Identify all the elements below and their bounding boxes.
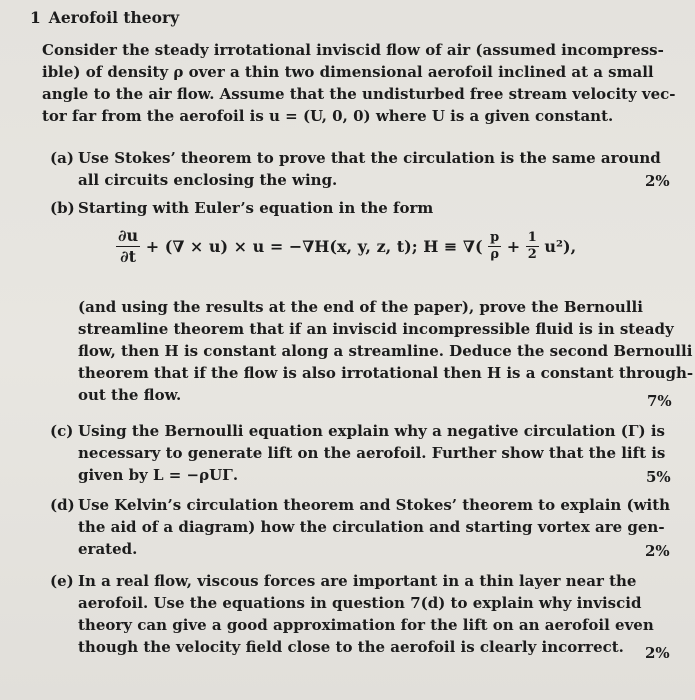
part-line: flow, then H is constant along a streamline. Deduce the second Bernoulli — [78, 342, 693, 360]
part-label: (e) — [50, 572, 74, 590]
euler-equation — [116, 226, 636, 278]
intro-paragraph — [42, 39, 676, 127]
question-heading — [30, 8, 179, 27]
question-number: 1 — [30, 8, 41, 27]
marks-a: 2% — [645, 172, 670, 190]
intro-line: tor far from the aerofoil is u = (U, 0, 0) where U is a given constant. — [42, 107, 614, 125]
part-line: though the velocity field close to the aerofoil is clearly incorrect. — [78, 638, 624, 656]
part-line: In a real flow, viscous forces are important in a thin layer near the — [78, 572, 637, 590]
equation-tail: u²), — [544, 237, 577, 256]
part-label: (c) — [50, 422, 74, 440]
intro-line: angle to the air flow. Assume that the undisturbed free stream velocity vec- — [42, 85, 676, 103]
marks-e: 2% — [645, 644, 670, 662]
question-title: Aerofoil theory — [48, 8, 180, 27]
part-line: theory can give a good approximation for the lift on an aerofoil even — [78, 616, 654, 634]
fraction-denominator: 2 — [527, 247, 537, 262]
part-line: out the flow. — [78, 386, 182, 404]
intro-line: Consider the steady irrotational inviscid flow of air (assumed incompress- — [42, 41, 664, 59]
part-line: Use Stokes’ theorem to prove that the circulation is the same around — [78, 149, 661, 167]
part-line: aerofoil. Use the equations in question 7(d) to explain why inviscid — [78, 594, 642, 612]
fraction-numerator: p — [490, 230, 500, 245]
fraction-denominator: ∂t — [120, 247, 137, 266]
part-line: the aid of a diagram) how the circulation and starting vortex are gen- — [78, 518, 665, 536]
part-label: (a) — [50, 149, 74, 167]
equation-plus: + — [506, 237, 521, 256]
fraction-p-rho — [488, 230, 501, 263]
part-line: (and using the results at the end of the paper), prove the Bernoulli — [78, 298, 643, 316]
marks-d: 2% — [645, 542, 670, 560]
part-line: Using the Bernoulli equation explain why a negative circulation (Γ) is — [78, 422, 665, 440]
part-line: Starting with Euler’s equation in the form — [78, 199, 434, 217]
fraction-du-dt — [116, 226, 140, 267]
fraction-denominator: ρ — [490, 247, 499, 262]
part-line: erated. — [78, 540, 138, 558]
part-line: streamline theorem that if an inviscid incompressible fluid is in steady — [78, 320, 674, 338]
intro-line: ible) of density ρ over a thin two dimensional aerofoil inclined at a small — [42, 63, 654, 81]
marks-b: 7% — [647, 392, 672, 410]
part-line: all circuits enclosing the wing. — [78, 171, 338, 189]
equation-middle: + (∇ × u) × u = −∇H(x, y, z, t); H ≡ ∇( — [145, 237, 483, 256]
part-line: necessary to generate lift on the aerofoil. Further show that the lift is — [78, 444, 666, 462]
fraction-numerator: ∂u — [118, 226, 139, 245]
part-line: given by L = −ρUΓ. — [78, 466, 239, 484]
fraction-numerator: 1 — [527, 230, 537, 245]
part-line: Use Kelvin’s circulation theorem and Stokes’ theorem to explain (with — [78, 496, 671, 514]
part-label: (b) — [50, 199, 75, 217]
part-label: (d) — [50, 496, 75, 514]
part-line: theorem that if the flow is also irrotational then H is a constant through- — [78, 364, 694, 382]
marks-c: 5% — [646, 468, 671, 486]
fraction-one-half — [526, 230, 539, 263]
